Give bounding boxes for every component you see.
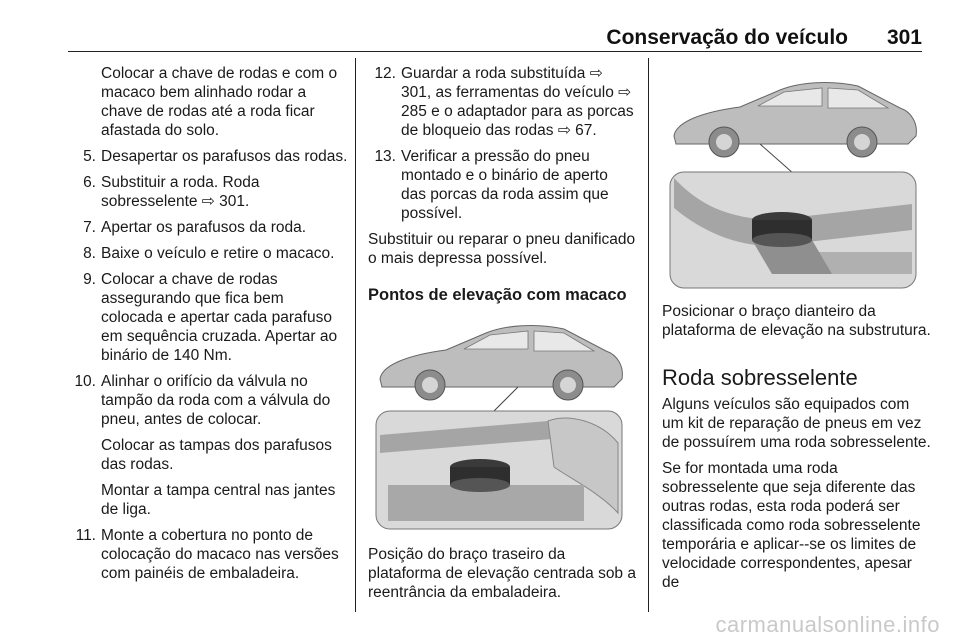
car-illustration (380, 326, 622, 400)
list-item (368, 64, 636, 140)
list-text: Substituir a roda. Roda sobresselente ⇨ 301. (101, 174, 260, 210)
section-heading: Pontos de elevação com macaco (368, 286, 627, 304)
list-number: 6. (83, 174, 96, 191)
front-lift-point-figure (662, 78, 922, 292)
list-item (68, 372, 350, 429)
section-heading: Roda sobresselente (662, 365, 858, 390)
column-divider-2 (648, 58, 649, 612)
list-text: Alinhar o orifício da válvula no tampão da roda com a válvula do pneu, antes de colocar. (101, 373, 331, 428)
list-item (368, 147, 636, 223)
list-number: 12. (374, 65, 396, 82)
rear-lift-point-figure (368, 317, 630, 535)
watermark: carmanualsonline.info (715, 612, 940, 637)
lift-detail-inset (376, 411, 622, 529)
callout-line (492, 387, 518, 413)
lift-detail-inset (670, 172, 916, 288)
car-illustration (674, 83, 916, 157)
header-rule (68, 51, 922, 52)
list-item (68, 173, 350, 211)
column-divider-1 (355, 58, 356, 612)
paragraph: Alguns veículos são equipados com um kit de reparação de pneus em vez de possuírem uma roda sobresselente. (662, 396, 931, 451)
list-text: Monte a cobertura no ponto de colocação do macaco nas versões com painéis de embaladeira. (101, 527, 339, 582)
list-text: Apertar os parafusos da roda. (101, 219, 307, 236)
list-item (68, 147, 350, 166)
list-item (68, 270, 350, 365)
page-section-title: Conservação do veículo (606, 26, 848, 49)
column-3 (662, 64, 932, 599)
step-continuation: Colocar a chave de rodas e com o macaco bem alinhado rodar a chave de rodas até a roda ficar afastada do solo. (101, 65, 338, 139)
list-item (68, 526, 350, 583)
list-number: 11. (75, 527, 96, 544)
paragraph: Se for montada uma roda sobresselente que seja diferente das outras rodas, esta roda poderá ser classificada como roda sobresselente temporária e aplicar--se os limites de velocidade correspondentes, apesar de (662, 460, 921, 591)
list-text: Baixe o veículo e retire o macaco. (101, 245, 335, 262)
list-number: 8. (83, 245, 96, 262)
step-continuation: Colocar as tampas dos parafusos das rodas. (101, 437, 332, 473)
list-text: Verificar a pressão do pneu montado e o binário de aperto das porcas da roda assim que possível. (401, 148, 609, 222)
list-text: Colocar a chave de rodas assegurando que fica bem colocada e apertar cada parafuso em sequência cruzada. Apertar ao binário de 140 Nm. (101, 271, 338, 364)
list-number: 10. (74, 373, 96, 390)
list-number: 9. (83, 271, 96, 288)
column-2 (368, 64, 636, 609)
page-number: 301 (886, 26, 922, 49)
list-item (68, 218, 350, 237)
figure-caption: Posicionar o braço dianteiro da plataforma de elevação na substrutura. (662, 303, 931, 339)
paragraph: Substituir ou reparar o pneu danificado o mais depressa possível. (368, 231, 636, 267)
list-number: 5. (83, 148, 96, 165)
callout-line (760, 144, 794, 174)
column-1 (68, 64, 350, 590)
list-item (68, 244, 350, 263)
list-number: 7. (83, 219, 96, 236)
list-text: Guardar a roda substituída ⇨ 301, as ferramentas do veículo ⇨ 285 e o adaptador para as porcas de bloqueio das rodas ⇨ 67. (401, 65, 634, 139)
figure-caption: Posição do braço traseiro da plataforma de elevação centrada sob a reentrância da embaladeira. (368, 546, 636, 601)
list-text: Desapertar os parafusos das rodas. (101, 148, 348, 165)
step-continuation: Montar a tampa central nas jantes de liga. (101, 482, 336, 518)
list-number: 13. (374, 148, 396, 165)
